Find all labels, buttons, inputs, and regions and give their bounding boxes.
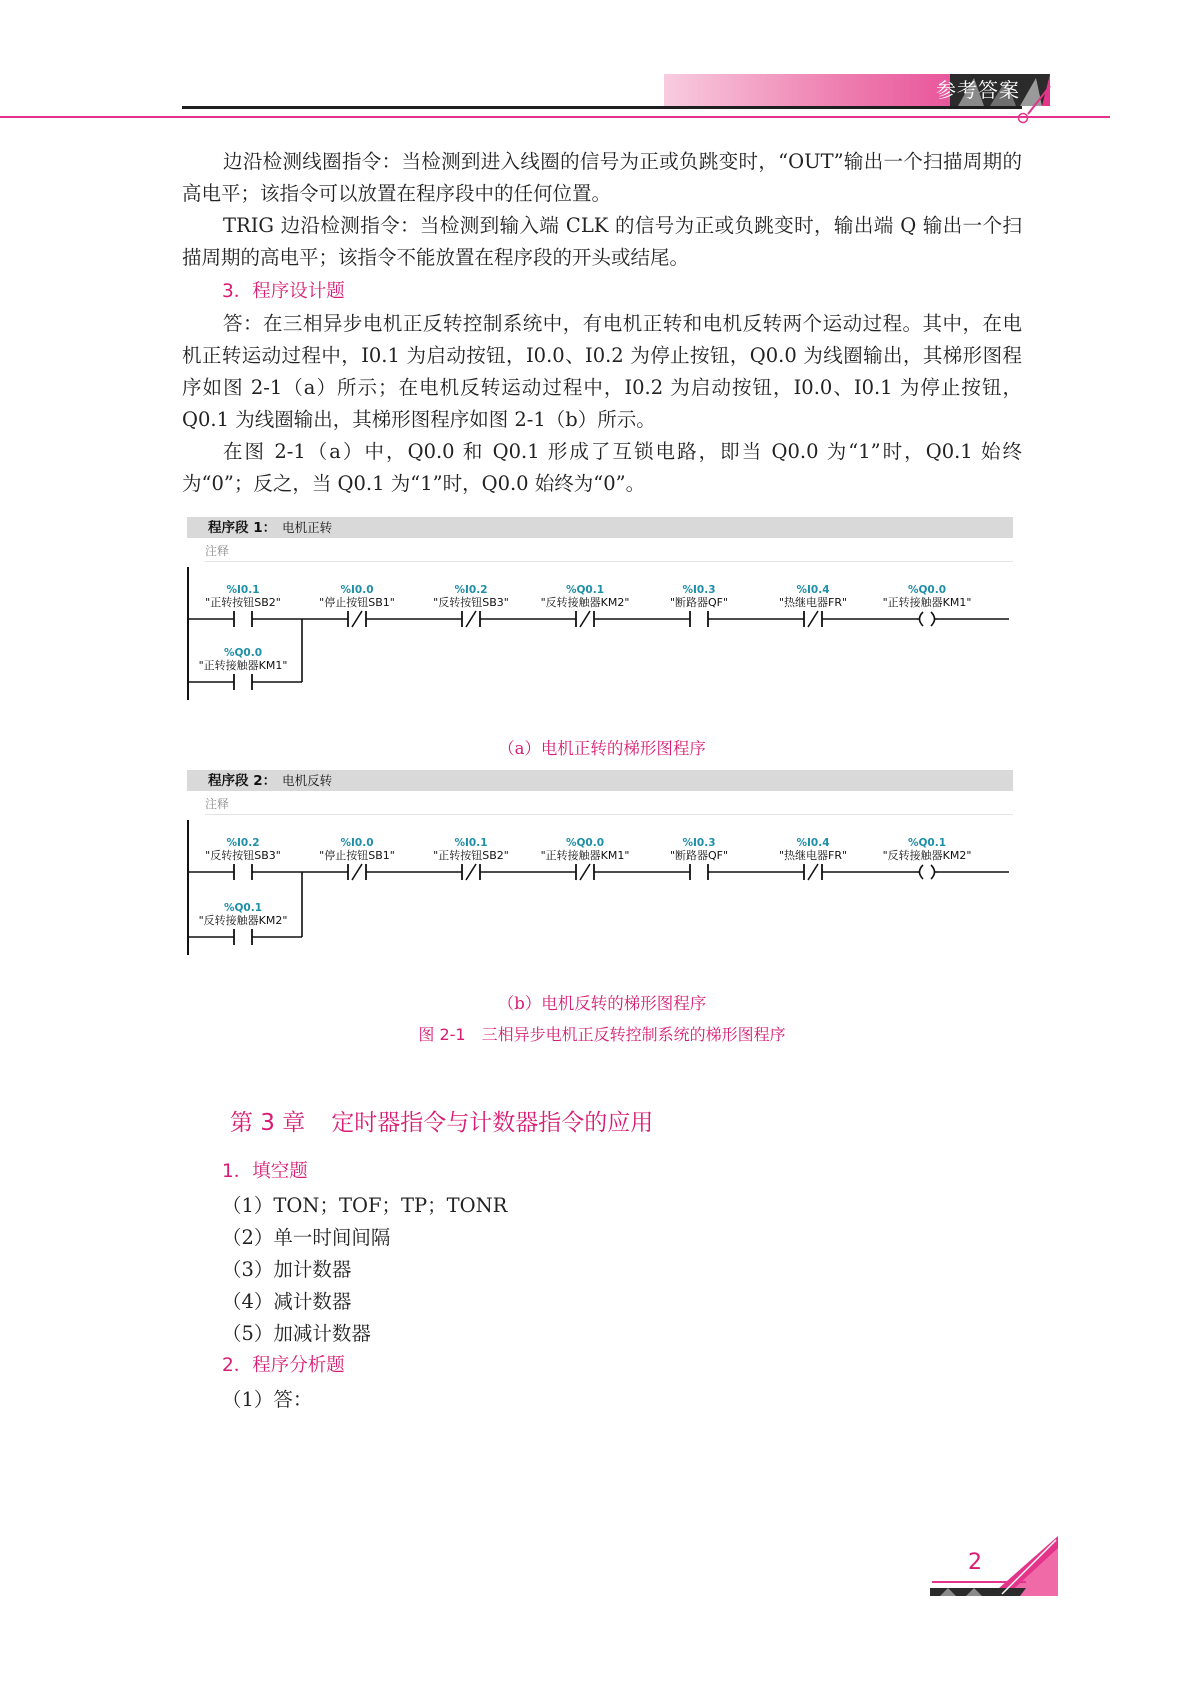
- contact-tag: "正转按钮SB2": [205, 596, 281, 609]
- paragraph-edge-coil: 边沿检测线圈指令：当检测到进入线圈的信号为正或负跳变时，“OUT”输出一个扫描周期的高电平；该指令可以放置在程序段中的任何位置。: [182, 150, 1022, 205]
- contact-tag: "正转按钮SB2": [433, 849, 509, 862]
- network-name: 电机反转: [282, 773, 333, 788]
- contact-tag: "正转接触器KM1": [540, 849, 630, 862]
- header-pink-rule: [0, 116, 1110, 118]
- answer-item: （1）TON；TOF；TP；TONR: [222, 1194, 508, 1217]
- no-contact: [690, 864, 708, 880]
- contact-address: %I0.3: [682, 837, 716, 849]
- ladder-diagram-1: [187, 567, 1013, 722]
- contact-address: %I0.4: [796, 584, 830, 596]
- nc-contact: [462, 864, 480, 880]
- contact-tag: "断路器QF": [669, 596, 729, 609]
- subheading-program-analysis: 2．程序分析题: [222, 1355, 345, 1376]
- contact-tag: "正转接触器KM1": [882, 596, 972, 609]
- contact-tag: "停止按钮SB1": [319, 849, 395, 862]
- answer-item: （1）答：: [222, 1388, 313, 1411]
- contact-tag: "反转接触器KM2": [198, 914, 288, 927]
- comment-divider: [205, 561, 1013, 562]
- caption-b: （b）电机反转的梯形图程序: [497, 994, 707, 1013]
- caption-a: （a）电机正转的梯形图程序: [498, 739, 706, 758]
- contact-address: %I0.0: [340, 584, 374, 596]
- contact-address: %I0.0: [340, 837, 374, 849]
- nc-contact: [348, 611, 366, 627]
- chapter-title: 定时器指令与计数器指令的应用: [331, 1110, 654, 1136]
- contact-address: %Q0.1: [223, 902, 263, 914]
- no-contact: [690, 611, 708, 627]
- contact-address: %I0.2: [454, 584, 488, 596]
- contact-tag: "热继电器FR": [778, 596, 848, 609]
- output-coil: [917, 612, 937, 626]
- seal-in-contact: [234, 929, 252, 945]
- paragraph-trig: TRIG 边沿检测指令：当检测到输入端 CLK 的信号为正或负跳变时，输出端 Q 输出一个扫描周期的高电平；该指令不能放置在程序段的开头或结尾。: [182, 214, 1022, 269]
- ladder-network-1: [187, 517, 1013, 722]
- contact-tag: "断路器QF": [669, 849, 729, 862]
- network-comment: 注释: [205, 797, 230, 811]
- network-comment: 注释: [205, 544, 230, 558]
- nc-contact: [804, 611, 822, 627]
- contact-address: %Q0.1: [907, 837, 947, 849]
- contact-tag: "热继电器FR": [778, 849, 848, 862]
- contact-address: %Q0.0: [907, 584, 947, 596]
- contact-tag: "反转按钮SB3": [433, 596, 509, 609]
- nc-contact: [348, 864, 366, 880]
- network-name: 电机正转: [282, 520, 333, 535]
- contact-tag: "反转接触器KM2": [882, 849, 972, 862]
- chapter-heading: [230, 1104, 653, 1137]
- contact-tag: "反转接触器KM2": [540, 596, 630, 609]
- footer-ornament: [930, 1536, 1058, 1602]
- nc-contact: [576, 611, 594, 627]
- no-contact: [234, 864, 252, 880]
- seal-in-contact: [234, 674, 252, 690]
- paragraph-answer: 答：在三相异步电机正反转控制系统中，有电机正转和电机反转两个运动过程。其中，在电机正转运动过程中，I0.1 为启动按钮，I0.0、I0.2 为停止按钮，Q0.0 为线圈输出，其梯形图程序如图 2-1（a）所示；在电机反转运动过程中，I0.2 为启动按钮，I0.0、I0.1 为停止按钮，Q0.1 为线圈输出，其梯形图程序如图 2-1（b）所示。: [182, 312, 1022, 431]
- chapter-number: 第 3 章: [230, 1110, 306, 1136]
- contact-tag: "停止按钮SB1": [319, 596, 395, 609]
- contact-address: %I0.1: [454, 837, 488, 849]
- section-title: 参考答案: [936, 78, 1020, 102]
- answer-item: （2）单一时间间隔: [222, 1226, 391, 1249]
- nc-contact: [804, 864, 822, 880]
- contact-address: %I0.2: [226, 837, 260, 849]
- figure-title: 图 2-1 三相异步电机正反转控制系统的梯形图程序: [418, 1025, 786, 1044]
- comment-divider: [205, 814, 1013, 815]
- contact-address: %I0.1: [226, 584, 260, 596]
- subheading-program-design: 3．程序设计题: [222, 281, 345, 302]
- ladder-diagram-2: [187, 820, 1013, 980]
- nc-contact: [576, 864, 594, 880]
- contact-address: %I0.4: [796, 837, 830, 849]
- subheading-fill-blank: 1．填空题: [222, 1161, 308, 1182]
- contact-address: %I0.3: [682, 584, 716, 596]
- no-contact: [234, 611, 252, 627]
- contact-address: %Q0.0: [565, 837, 605, 849]
- answer-item: （3）加计数器: [222, 1258, 352, 1281]
- header-rule: [182, 106, 1022, 109]
- network-label: 程序段 1：: [208, 520, 277, 536]
- output-coil: [917, 865, 937, 879]
- answer-item: （5）加减计数器: [222, 1322, 371, 1345]
- network-label: 程序段 2：: [208, 773, 277, 789]
- contact-tag: "反转按钮SB3": [205, 849, 281, 862]
- contact-address: %Q0.1: [565, 584, 605, 596]
- ladder-network-2: [187, 770, 1013, 980]
- paragraph-interlock: 在图 2-1（a）中，Q0.0 和 Q0.1 形成了互锁电路，即当 Q0.0 为“1”时，Q0.1 始终为“0”；反之，当 Q0.1 为“1”时，Q0.0 始终为“0”。: [182, 440, 1022, 495]
- answer-item: （4）减计数器: [222, 1290, 352, 1313]
- contact-address: %Q0.0: [223, 647, 263, 659]
- nc-contact: [462, 611, 480, 627]
- page-number: 2: [968, 1550, 982, 1575]
- contact-tag: "正转接触器KM1": [198, 659, 288, 672]
